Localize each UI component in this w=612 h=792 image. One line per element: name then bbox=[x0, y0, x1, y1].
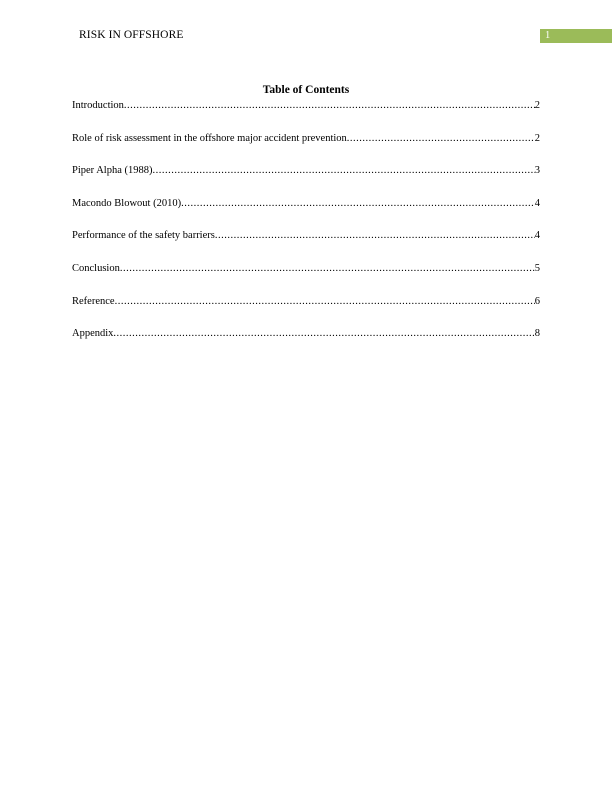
page-number: 1 bbox=[545, 30, 551, 41]
toc-entry-page: 2 bbox=[534, 100, 540, 111]
page-number-badge bbox=[540, 29, 612, 43]
toc-entry-label: Conclusion bbox=[72, 262, 120, 274]
toc-title: Table of Contents bbox=[262, 84, 350, 96]
toc-entry-page: 8 bbox=[534, 328, 540, 340]
toc-dot-leader bbox=[181, 197, 535, 211]
toc-entry-page: 5 bbox=[534, 262, 540, 274]
toc-entry-label: Appendix bbox=[72, 328, 114, 340]
toc-entry-piper-alpha[interactable] bbox=[72, 164, 540, 197]
toc-entry-label: Reference bbox=[72, 295, 115, 307]
toc-dot-leader bbox=[215, 229, 535, 243]
toc-entry-page: 2 bbox=[534, 132, 540, 144]
toc-entry-safety-barriers[interactable] bbox=[72, 229, 540, 262]
toc-dot-leader bbox=[113, 327, 534, 341]
toc-entry-label: Macondo Blowout (2010) bbox=[72, 197, 182, 209]
toc-entry-page: 4 bbox=[534, 197, 540, 209]
toc-entry-conclusion[interactable] bbox=[72, 262, 540, 295]
toc-entry-introduction[interactable] bbox=[72, 99, 540, 132]
toc-entry-label: Role of risk assessment in the offshore major accident prevention bbox=[72, 132, 347, 144]
running-head: RISK IN OFFSHORE bbox=[79, 29, 184, 41]
toc-entry-label: Performance of the safety barriers bbox=[72, 230, 215, 242]
toc-entry-page: 4 bbox=[534, 230, 540, 242]
toc-entry-label: Introduction bbox=[72, 100, 124, 111]
toc-entry-page: 3 bbox=[534, 165, 540, 177]
toc-entry-reference[interactable] bbox=[72, 295, 540, 328]
toc-dot-leader bbox=[347, 132, 535, 146]
toc-entry-page: 6 bbox=[534, 295, 540, 307]
toc-entry-appendix[interactable] bbox=[72, 327, 540, 360]
toc-entry-label: Piper Alpha (1988) bbox=[72, 165, 153, 177]
toc-dot-leader bbox=[115, 295, 535, 309]
toc-dot-leader bbox=[153, 164, 535, 178]
table-of-contents bbox=[72, 99, 540, 360]
toc-dot-leader bbox=[124, 99, 535, 113]
toc-entry-role-of-risk-assessment[interactable] bbox=[72, 132, 540, 165]
toc-entry-macondo-blowout[interactable] bbox=[72, 197, 540, 230]
toc-dot-leader bbox=[120, 262, 535, 276]
